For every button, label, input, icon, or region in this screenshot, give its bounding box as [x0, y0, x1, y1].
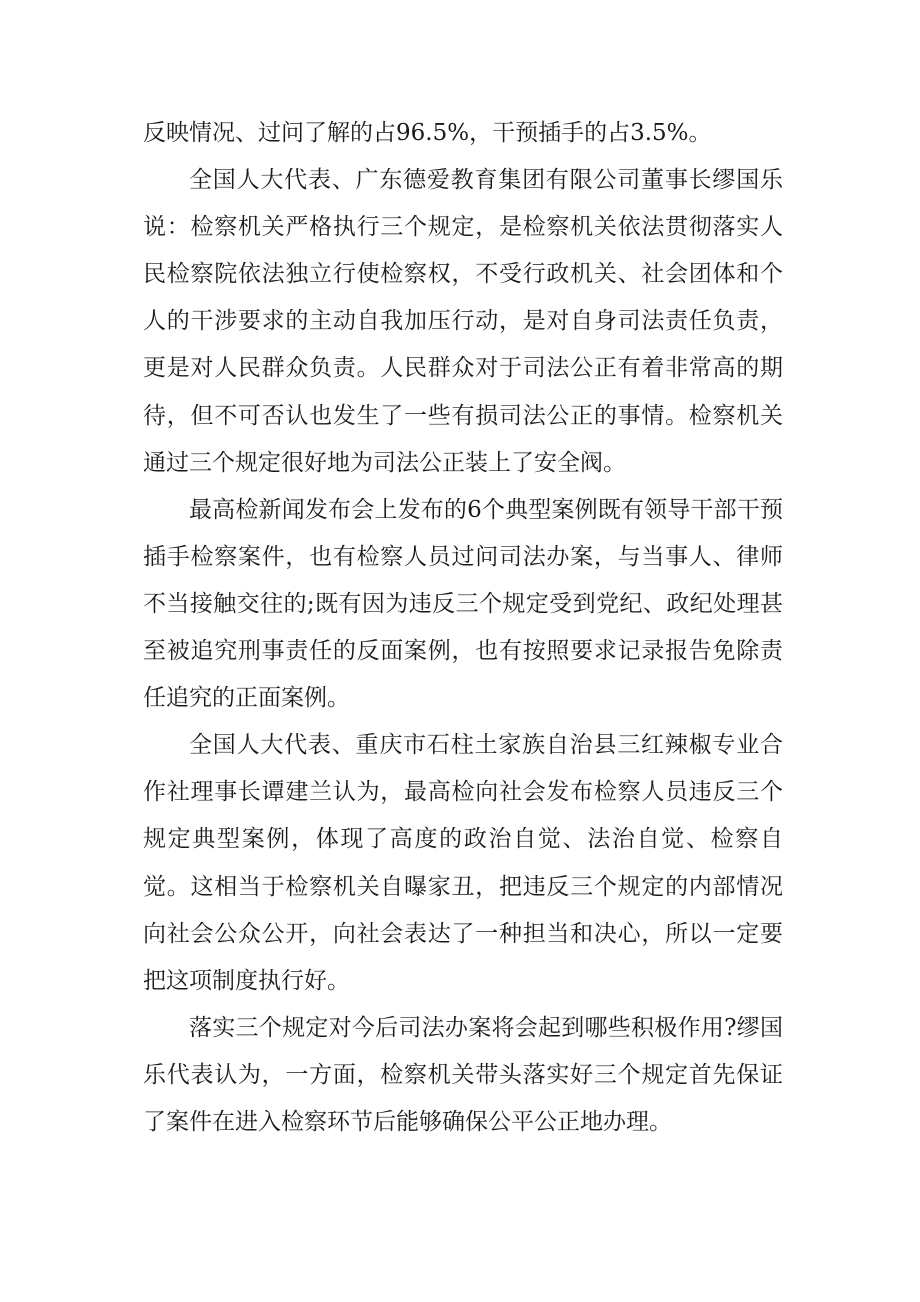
paragraph-4: 全国人大代表、重庆市石柱土家族自治县三红辣椒专业合作社理事长谭建兰认为，最高检向社会发布检察人员违反三个规定典型案例，体现了高度的政治自觉、法治自觉、检察自觉。这相当于检察机关自曝家丑，把违反三个规定的内部情况向社会公众公开，向社会表达了一种担当和决心，所以一定要把这项制度执行好。: [143, 732, 783, 994]
paragraph-3: 最高检新闻发布会上发布的6个典型案例既有领导干部干预插手检察案件，也有检察人员过问司法办案，与当事人、律师不当接触交往的;既有因为违反三个规定受到党纪、政纪处理甚至被追究刑事责任的反面案例，也有按照要求记录报告免除责任追究的正面案例。: [143, 496, 783, 712]
document-body: [143, 110, 783, 1146]
paragraph-1: 反映情况、过问了解的占96.5%，干预插手的占3.5%。: [143, 120, 712, 146]
paragraph-5: 落实三个规定对今后司法办案将会起到哪些积极作用?缪国乐代表认为，一方面，检察机关带头落实好三个规定首先保证了案件在进入检察环节后能够确保公平公正地办理。: [143, 1014, 783, 1135]
paragraph-2: 全国人大代表、广东德爱教育集团有限公司董事长缪国乐说：检察机关严格执行三个规定，是检察机关依法贯彻落实人民检察院依法独立行使检察权，不受行政机关、社会团体和个人的干涉要求的主动自我加压行动，是对自身司法责任负责，更是对人民群众负责。人民群众对于司法公正有着非常高的期待，但不可否认也发生了一些有损司法公正的事情。检察机关通过三个规定很好地为司法公正装上了安全阀。: [143, 167, 783, 476]
